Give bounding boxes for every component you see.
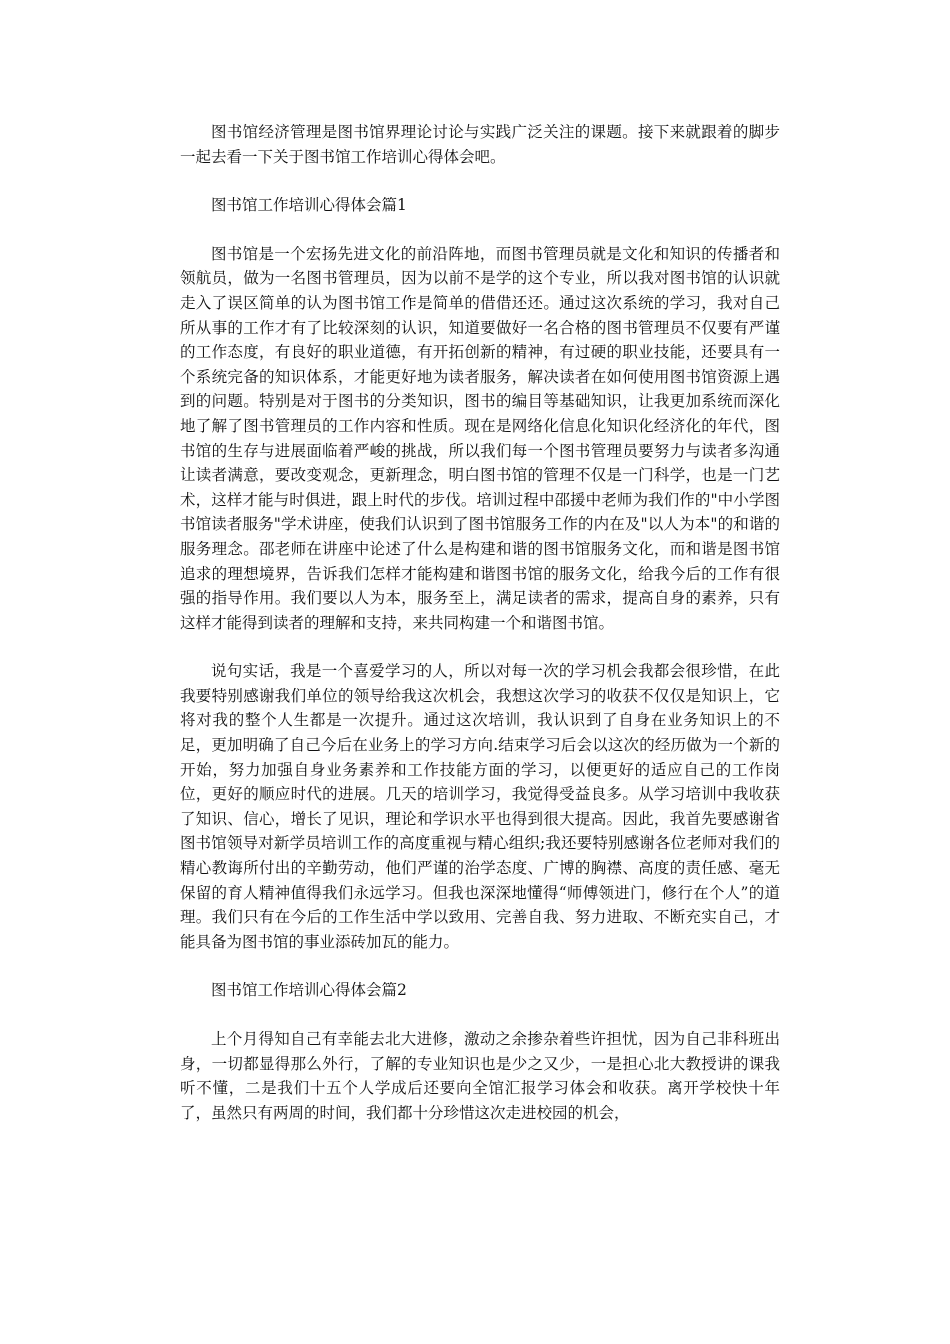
spacer — [180, 954, 780, 978]
section-1-heading: 图书馆工作培训心得体会篇1 — [211, 196, 407, 215]
section-2-paragraph-1: 上个月得知自己有幸能去北大进修，激动之余掺杂着些许担忧，因为自己非科班出身，一切都显得那么外行，了解的专业知识也是少之又少，一是担心北大教授讲的课我听不懂，二是我们十五个人学成后还要向全馆汇报学习体会和收获。离开学校快十年了，虽然只有两周的时间，我们都十分珍惜这次走进校园的机会， — [180, 1030, 780, 1122]
spacer — [180, 1003, 780, 1027]
section-2-heading: 图书馆工作培训心得体会篇2 — [211, 981, 407, 1000]
section-1-paragraph-2: 说句实话，我是一个喜爱学习的人，所以对每一次的学习机会我都会很珍惜，在此我要特别感谢我们单位的领导给我这次机会，我想这次学习的收获不仅仅是知识上，它将对我的整个人生都是一次提升。通过这次培训，我认识到了自身在业务知识上的不足，更加明确了自己今后在业务上的学习方向.结束学习后会以这次的经历做为一个新的开始，努力加强自身业务素养和工作技能方面的学习，以便更好的适应自己的工作岗位，更好的顺应时代的进展。几天的培训学习，我觉得受益良多。从学习培训中我收获了知识、信心，增长了见识，理论和学识水平也得到很大提高。因此，我首先要感谢省图书馆领导对新学员培训工作的高度重视与精心组织;我还要特别感谢各位老师对我们的精心教诲所付出的辛勤劳动，他们严谨的治学态度、广博的胸襟、高度的责任感、毫无保留的育人精神值得我们永远学习。但我也深深地懂得“师傅领进门，修行在个人”的道理。我们只有在今后的工作生活中学以致用、完善自我、努力进取、不断充实自己，才能具备为图书馆的事业添砖加瓦的能力。 — [180, 662, 780, 951]
intro-paragraph: 图书馆经济管理是图书馆界理论讨论与实践广泛关注的课题。接下来就跟着的脚步一起去看一下关于图书馆工作培训心得体会吧。 — [180, 123, 780, 166]
section-1-paragraph-1: 图书馆是一个宏扬先进文化的前沿阵地，而图书管理员就是文化和知识的传播者和领航员，做为一名图书管理员，因为以前不是学的这个专业，所以我对图书馆的认识就走入了误区简单的认为图书馆工作是简单的借借还还。通过这次系统的学习，我对自己所从事的工作才有了比较深刻的认识，知道要做好一名合格的图书管理员不仅要有严谨的工作态度，有良好的职业道德，有开拓创新的精神，有过硬的职业技能，还要具有一个系统完备的知识体系，才能更好地为读者服务，解决读者在如何使用图书馆资源上遇到的问题。特别是对于图书的分类知识，图书的编目等基础知识，让我更加系统而深化地了解了图书管理员的工作内容和性质。现在是网络化信息化知识化经济化的年代，图书馆的生存与进展面临着严峻的挑战，所以我们每一个图书管理员要努力与读者多沟通让读者满意，要改变观念，更新理念，明白图书馆的管理不仅是一门科学，也是一门艺术，这样才能与时俱进，跟上时代的步伐。培训过程中邵援中老师为我们作的"中小学图书馆读者服务"学术讲座，使我们认识到了图书馆服务工作的内在及"以人为本"的和谐的服务理念。邵老师在讲座中论述了什么是构建和谐的图书馆服务文化，而和谐是图书馆追求的理想境界，告诉我们怎样才能构建和谐图书馆的服务文化，给我今后的工作有很强的指导作用。我们要以人为本，服务至上，满足读者的需求，提高自身的素养，只有这样才能得到读者的理解和支持，来共同构建一个和谐图书馆。 — [180, 244, 780, 632]
document-page — [180, 120, 780, 1125]
spacer — [180, 169, 780, 193]
spacer — [180, 218, 780, 242]
spacer — [180, 635, 780, 659]
